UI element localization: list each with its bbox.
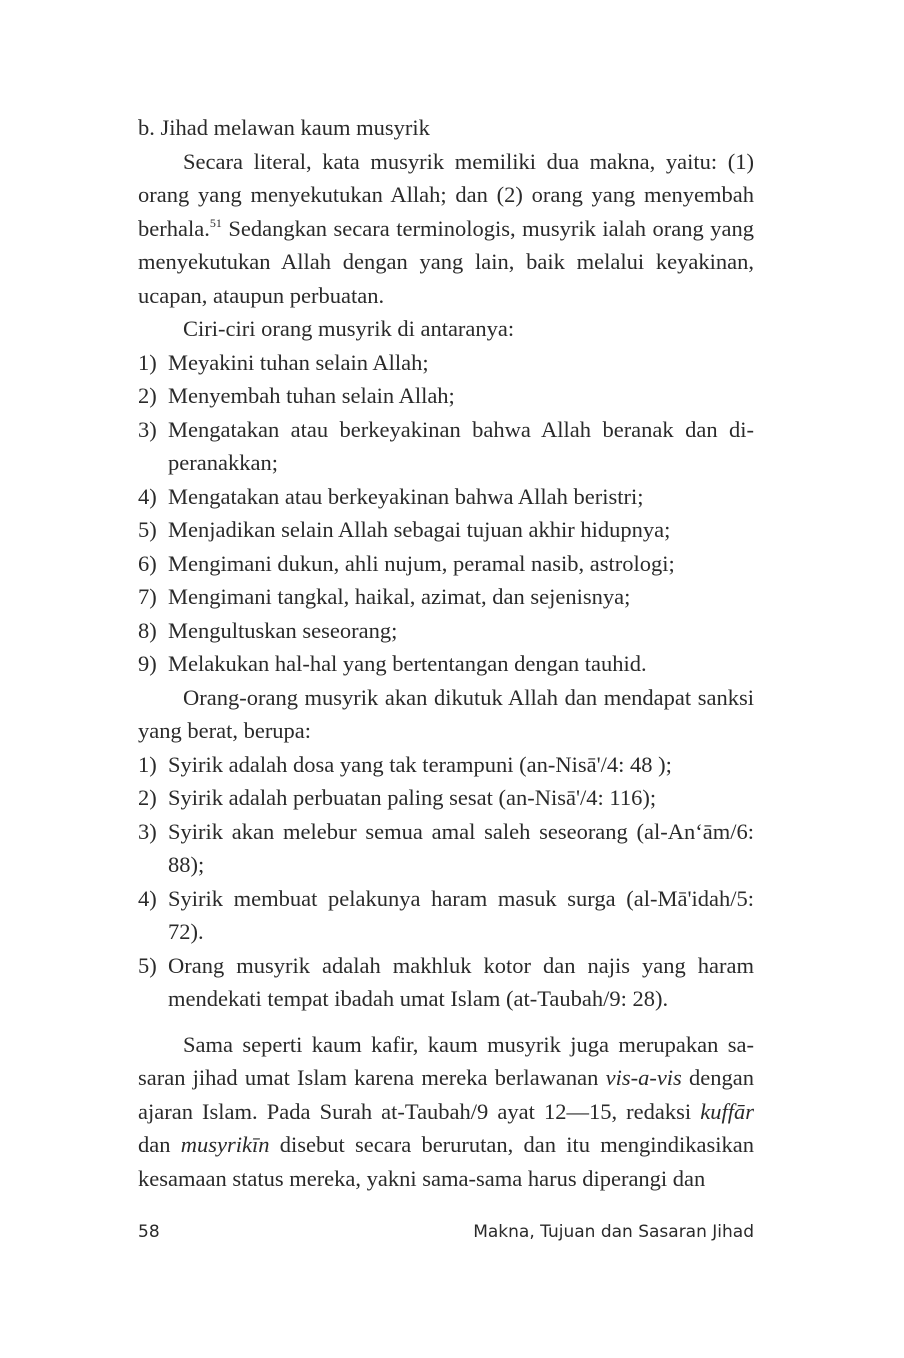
section-heading: b. Jihad melawan kaum musyrik bbox=[138, 115, 430, 140]
list-item-text: Syirik akan melebur semua amal saleh seseorang (al-An‘ām/6: 88); bbox=[168, 818, 754, 877]
paragraph-sanctions-intro: Orang-orang musyrik akan dikutuk Allah dan mendapat sanksi yang berat, berupa: bbox=[138, 684, 754, 743]
list-item-number: 3) bbox=[138, 416, 157, 442]
footnote-reference[interactable]: 51 bbox=[209, 215, 222, 230]
list-item-number: 3) bbox=[138, 818, 157, 844]
paragraph-text: Sama seperti kaum kafir, kaum musyrik juga merupakan sasaran jihad umat Islam karena mereka berlawanan bbox=[138, 1031, 754, 1090]
list-item-text: Mengatakan atau berkeyakinan bahwa Allah beranak dan diperanakkan; bbox=[168, 416, 754, 475]
list-item-number: 5) bbox=[138, 517, 157, 542]
list-item bbox=[138, 379, 754, 413]
list-item bbox=[138, 614, 754, 648]
paragraph-text: dan bbox=[138, 1132, 181, 1157]
list-item bbox=[138, 513, 754, 547]
list-item-text: Syirik membuat pelakunya haram masuk surga (al-Mā'idah/5: 72). bbox=[168, 885, 754, 944]
list-item bbox=[138, 413, 754, 480]
list-item bbox=[138, 815, 754, 882]
sanctions-list bbox=[138, 748, 754, 1016]
paragraph-jihad-target bbox=[138, 1028, 754, 1196]
paragraph-definition-text-cont: Sedangkan secara terminologis, musyrik ialah orang yang menyekutukan Allah dengan yang lain, baik melalui keyakinan, ucapan, ataupun perbuatan. bbox=[138, 215, 754, 308]
list-item-text: Meyakini tuhan selain Allah; bbox=[168, 349, 429, 375]
running-title: Makna, Tujuan dan Sasaran Jihad bbox=[473, 1222, 754, 1242]
list-item-number: 7) bbox=[138, 584, 157, 609]
list-item-text: Menyembah tuhan selain Allah; bbox=[168, 383, 455, 408]
list-item-number: 9) bbox=[138, 651, 157, 676]
paragraph-definition-text: Secara literal, kata musyrik memiliki dua makna, yaitu: (1) orang yang menyekutukan Allah; dan (2) orang yang menyembah berhala. bbox=[138, 148, 754, 241]
paragraph-text: disebut secara berurutan, dan itu mengindikasikan kesamaan status mereka, yakni sama-sama harus diperangi dan bbox=[138, 1132, 754, 1191]
paragraph-text: dengan ajaran Islam. Pada Surah at-Taubah/9 ayat 12—15, redaksi bbox=[138, 1065, 754, 1124]
list-item-number: 4) bbox=[138, 885, 157, 911]
list-item bbox=[138, 346, 754, 380]
list-item-text: Mengimani dukun, ahli nujum, peramal nasib, astrologi; bbox=[168, 550, 675, 576]
italic-term-vis-a-vis: vis-a-vis bbox=[605, 1065, 682, 1090]
italic-term-musyrikin: musyrikīn bbox=[180, 1132, 270, 1157]
list-item-text: Orang musyrik adalah makhluk kotor dan najis yang haram mendekati tempat ibadah umat Islam (at-Taubah/9: 28). bbox=[168, 952, 754, 1011]
list-item-text: Mengultuskan seseorang; bbox=[168, 617, 398, 643]
list-item-number: 5) bbox=[138, 952, 157, 978]
list-item-text: Mengimani tangkal, haikal, azimat, dan sejenisnya; bbox=[168, 584, 631, 609]
list-item bbox=[138, 647, 754, 681]
list-item-number: 4) bbox=[138, 483, 157, 509]
list-item-number: 1) bbox=[138, 751, 157, 777]
italic-term-kuffar: kuffār bbox=[700, 1098, 754, 1124]
list-item-number: 1) bbox=[138, 349, 157, 375]
paragraph-traits-intro: Ciri-ciri orang musyrik di antaranya: bbox=[183, 316, 515, 341]
list-item bbox=[138, 580, 754, 614]
page-body bbox=[138, 111, 754, 1195]
traits-list bbox=[138, 346, 754, 681]
list-item bbox=[138, 781, 754, 815]
list-item bbox=[138, 748, 754, 782]
paragraph-definition bbox=[138, 145, 754, 313]
list-item-number: 6) bbox=[138, 550, 157, 576]
list-item bbox=[138, 949, 754, 1016]
list-item-text: Menjadikan selain Allah sebagai tujuan akhir hidupnya; bbox=[168, 517, 671, 542]
page-number: 58 bbox=[138, 1222, 160, 1242]
list-item-text: Syirik adalah dosa yang tak terampuni (an-Nisā'/4: 48 ); bbox=[168, 751, 672, 777]
list-item-text: Syirik adalah perbuatan paling sesat (an-Nisā'/4: 116); bbox=[168, 785, 657, 810]
list-item-text: Mengatakan atau berkeyakinan bahwa Allah beristri; bbox=[168, 483, 644, 509]
list-item bbox=[138, 480, 754, 514]
list-item bbox=[138, 547, 754, 581]
list-item bbox=[138, 882, 754, 949]
list-item-number: 2) bbox=[138, 383, 157, 408]
list-item-number: 8) bbox=[138, 617, 157, 643]
list-item-number: 2) bbox=[138, 785, 157, 810]
list-item-text: Melakukan hal-hal yang bertentangan dengan tauhid. bbox=[168, 651, 647, 676]
